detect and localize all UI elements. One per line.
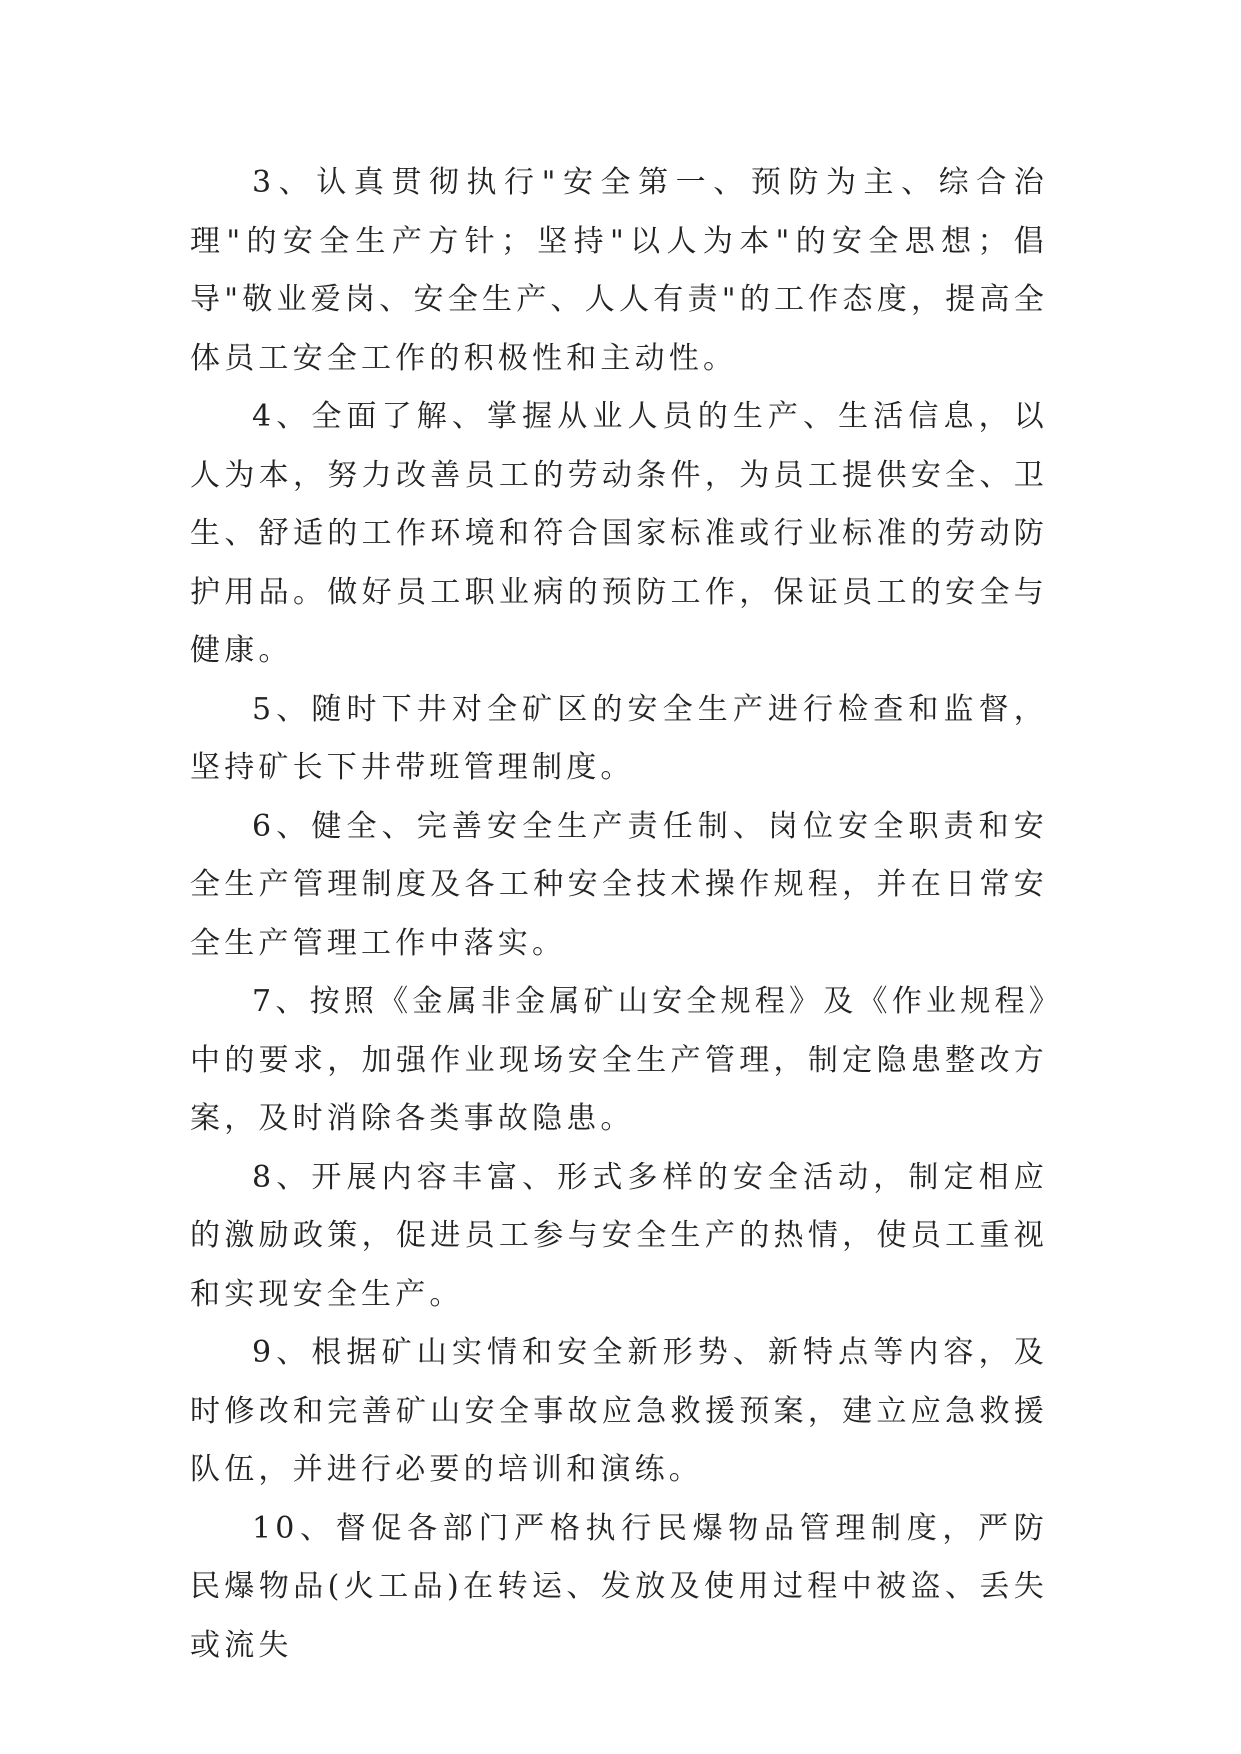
paragraph-item-3: 3、认真贯彻执行"安全第一、预防为主、综合治理"的安全生产方针；坚持"以人为本"的安全思想；倡导"敬业爱岗、安全生产、人人有责"的工作态度，提高全体员工安全工作的积极性和主动性。	[190, 165, 1048, 376]
paragraph-item-7: 7、按照《金属非金属矿山安全规程》及《作业规程》中的要求，加强作业现场安全生产管理，制定隐患整改方案，及时消除各类事故隐患。	[190, 984, 1048, 1136]
paragraph-item-8: 8、开展内容丰富、形式多样的安全活动，制定相应的激励政策，促进员工参与安全生产的热情，使员工重视和实现安全生产。	[190, 1159, 1048, 1312]
document-body	[190, 154, 1048, 1675]
paragraph-item-6: 6、健全、完善安全生产责任制、岗位安全职责和安全生产管理制度及各工种安全技术操作规程，并在日常安全生产管理工作中落实。	[190, 808, 1048, 961]
paragraph-item-9: 9、根据矿山实情和安全新形势、新特点等内容，及时修改和完善矿山安全事故应急救援预案，建立应急救援队伍，并进行必要的培训和演练。	[190, 1335, 1048, 1487]
paragraph-item-4: 4、全面了解、掌握从业人员的生产、生活信息，以人为本，努力改善员工的劳动条件，为员工提供安全、卫生、舒适的工作环境和符合国家标准或行业标准的劳动防护用品。做好员工职业病的预防工作，保证员工的安全与健康。	[190, 399, 1048, 668]
paragraph-item-10: 10、督促各部门严格执行民爆物品管理制度，严防民爆物品(火工品)在转运、发放及使用过程中被盗、丢失或流失	[190, 1510, 1048, 1663]
paragraph-item-5: 5、随时下井对全矿区的安全生产进行检查和监督，坚持矿长下井带班管理制度。	[190, 691, 1048, 785]
